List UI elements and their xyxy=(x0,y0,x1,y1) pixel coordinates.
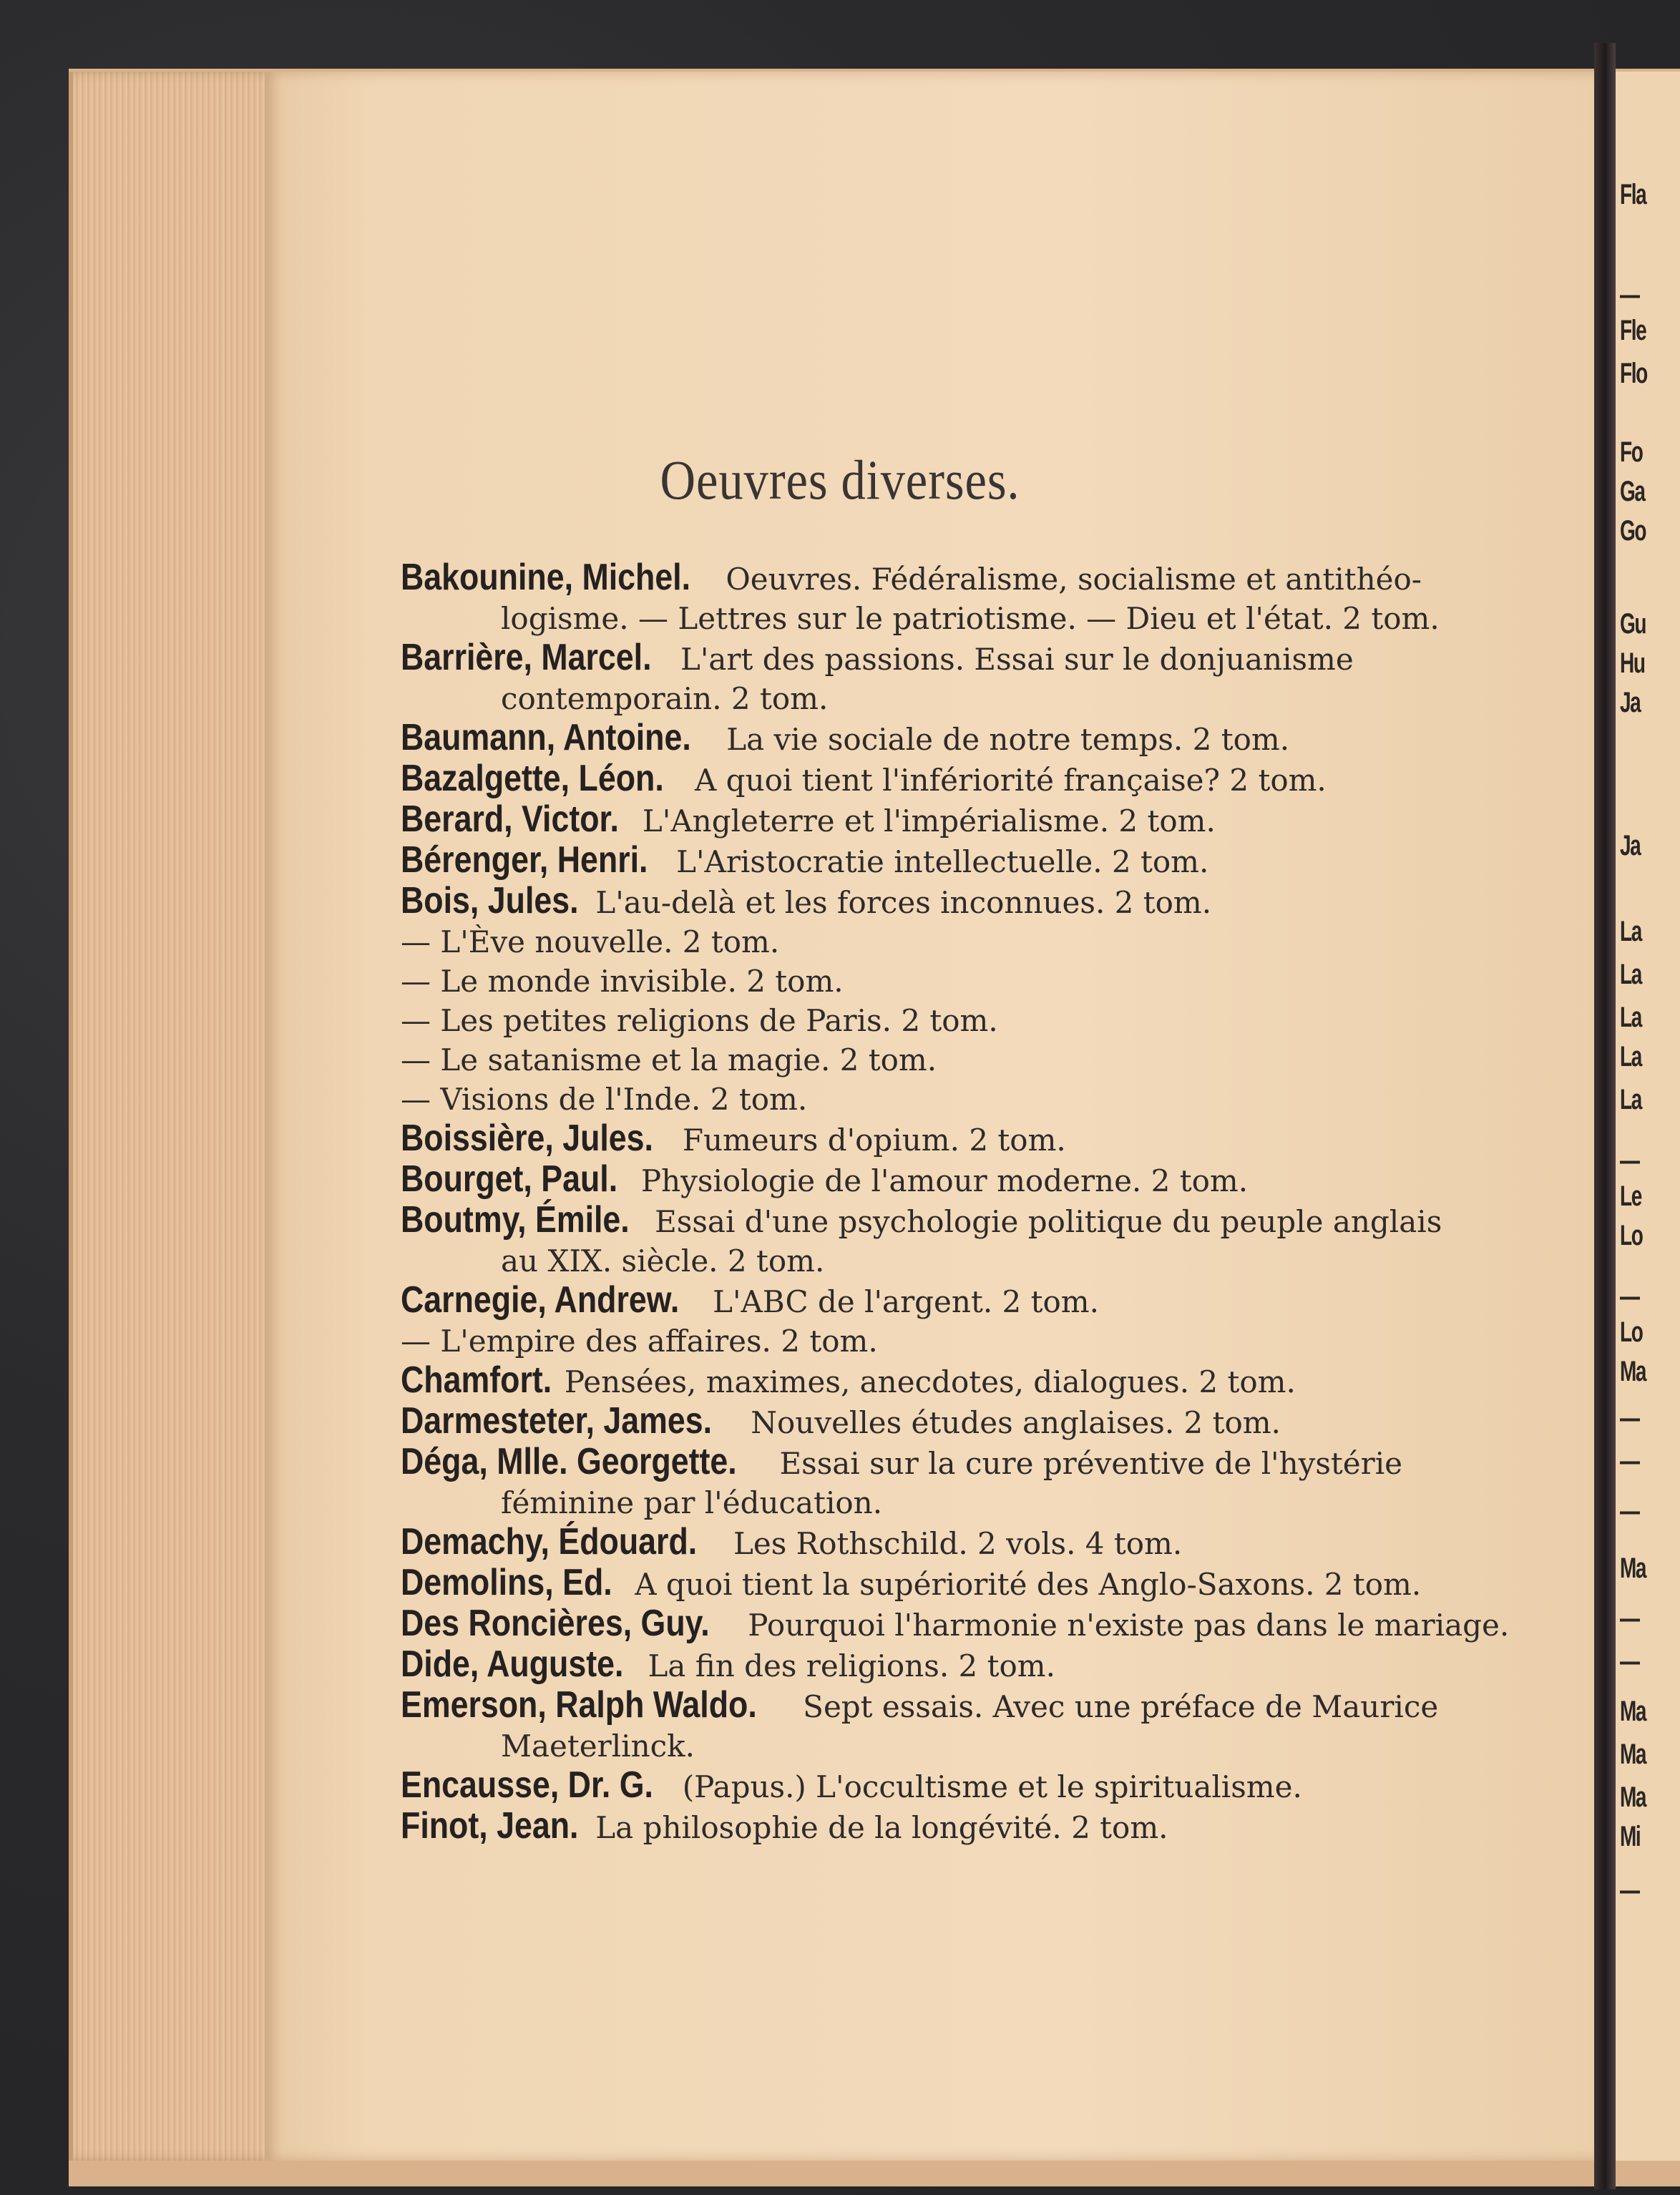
next-page-fragment: Mi xyxy=(1620,1821,1641,1852)
author-name: Dide, Auguste. xyxy=(401,1643,624,1685)
next-page-fragment: Ja xyxy=(1620,687,1641,718)
next-page-fragment: Lo xyxy=(1620,1316,1643,1348)
author-name: Boutmy, Émile. xyxy=(401,1199,630,1241)
author-name: Bakounine, Michel. xyxy=(401,557,691,598)
work-title: Nouvelles études anglaises. 2 tom. xyxy=(751,1405,1281,1440)
next-page-fragment: — xyxy=(1620,1402,1639,1434)
page-title: Oeuvres diverses. xyxy=(660,449,1020,511)
list-item xyxy=(401,558,1531,638)
list-item xyxy=(401,1563,1531,1604)
list-item xyxy=(401,841,1531,881)
author-name: Carnegie, Andrew. xyxy=(401,1279,680,1321)
work-title: L'ABC de l'argent. 2 tom. xyxy=(713,1284,1099,1319)
list-item xyxy=(401,1040,1531,1080)
list-item xyxy=(401,718,1531,759)
next-page-fragment: — xyxy=(1620,1646,1639,1677)
entry-continuation-title: — Les petites religions de Paris. 2 tom. xyxy=(401,1003,998,1038)
list-item xyxy=(401,1080,1531,1119)
list-item xyxy=(401,1807,1531,1847)
list-item xyxy=(401,1119,1531,1160)
next-page-fragment: La xyxy=(1620,1041,1641,1072)
work-title: Oeuvres. Fédéralisme, socialisme et antithéo- xyxy=(726,562,1422,597)
author-name: Bazalgette, Léon. xyxy=(401,758,664,799)
next-page-fragment: Lo xyxy=(1620,1220,1643,1251)
work-title: A quoi tient l'infériorité française? 2 tom. xyxy=(695,763,1327,798)
author-name: Bourget, Paul. xyxy=(401,1158,618,1200)
work-title: (Papus.) L'occultisme et le spiritualisme. xyxy=(682,1769,1302,1804)
author-name: Boissière, Jules. xyxy=(401,1118,653,1159)
work-title: Pensées, maximes, anecdotes, dialogues. 2 tom. xyxy=(564,1364,1296,1399)
next-page-fragment: Ga xyxy=(1620,476,1645,507)
work-title: L'art des passions. Essai sur le donjuanisme xyxy=(680,642,1354,677)
next-page-fragment: La xyxy=(1620,916,1641,947)
page-edges xyxy=(69,72,280,2161)
list-item xyxy=(401,1522,1531,1563)
author-name: Berard, Victor. xyxy=(401,798,619,840)
list-item xyxy=(401,1604,1531,1645)
work-title-continued: Maeterlinck. xyxy=(501,1729,695,1764)
next-page-fragment: Go xyxy=(1620,515,1646,547)
work-title: Sept essais. Avec une préface de Maurice xyxy=(803,1689,1439,1724)
next-page-fragment: — xyxy=(1620,1495,1639,1527)
next-page-fragment: — xyxy=(1620,1281,1639,1312)
next-page-fragment: — xyxy=(1620,1874,1639,1906)
author-name: Bérenger, Henri. xyxy=(401,839,648,881)
list-item xyxy=(401,1321,1531,1361)
work-title: Essai sur la cure préventive de l'hystérie xyxy=(779,1446,1402,1481)
next-page-fragment: Ma xyxy=(1620,1739,1646,1770)
work-title-continued: au XIX. siècle. 2 tom. xyxy=(501,1243,825,1279)
author-name: Darmesteter, James. xyxy=(401,1400,713,1442)
right-page-fragment xyxy=(1616,72,1680,2161)
author-name: Finot, Jean. xyxy=(401,1805,579,1847)
next-page-fragment: Ja xyxy=(1620,830,1641,861)
work-title: Essai d'une psychologie politique du peuple anglais xyxy=(655,1204,1442,1239)
next-page-fragment: — xyxy=(1620,1603,1639,1634)
work-title: L'Aristocratie intellectuelle. 2 tom. xyxy=(676,844,1209,879)
list-item xyxy=(401,881,1531,922)
work-title: La fin des religions. 2 tom. xyxy=(648,1648,1055,1683)
list-item xyxy=(401,759,1531,800)
next-page-fragment: Fle xyxy=(1620,315,1646,346)
next-page-fragment: Flo xyxy=(1620,358,1647,389)
list-item xyxy=(401,922,1531,962)
author-name: Demachy, Édouard. xyxy=(401,1521,698,1563)
entry-list xyxy=(401,558,1531,1847)
work-title-continued: logisme. — Lettres sur le patriotisme. — Dieu et l'état. 2 tom. xyxy=(501,601,1440,636)
list-item xyxy=(401,638,1531,718)
author-name: Barrière, Marcel. xyxy=(401,637,652,678)
work-title: L'Angleterre et l'impérialisme. 2 tom. xyxy=(642,803,1216,839)
author-name: Encausse, Dr. G. xyxy=(401,1764,653,1806)
next-page-fragment: — xyxy=(1620,1445,1639,1477)
author-name: Des Roncières, Guy. xyxy=(401,1603,710,1644)
work-title: La philosophie de la longévité. 2 tom. xyxy=(595,1810,1168,1845)
next-page-fragment: Fla xyxy=(1620,179,1646,210)
author-name: Déga, Mlle. Georgette. xyxy=(401,1441,737,1482)
work-title: L'au-delà et les forces inconnues. 2 tom. xyxy=(595,885,1212,920)
next-page-fragment: Fo xyxy=(1620,436,1643,468)
next-page-fragment: Ma xyxy=(1620,1356,1646,1387)
next-page-fragment: Ma xyxy=(1620,1696,1646,1727)
list-item xyxy=(401,1645,1531,1686)
work-title-continued: contemporain. 2 tom. xyxy=(501,681,829,716)
author-name: Baumann, Antoine. xyxy=(401,717,691,758)
list-item xyxy=(401,1442,1531,1522)
next-page-fragment: La xyxy=(1620,959,1641,990)
work-title: A quoi tient la supériorité des Anglo-Saxons. 2 tom. xyxy=(635,1567,1422,1602)
entry-continuation-title: — Le monde invisible. 2 tom. xyxy=(401,964,844,999)
list-item xyxy=(401,962,1531,1001)
next-page-fragment: — xyxy=(1620,279,1639,311)
next-page-fragment: Gu xyxy=(1620,608,1646,640)
work-title: La vie sociale de notre temps. 2 tom. xyxy=(726,722,1290,757)
next-page-fragment: La xyxy=(1620,1002,1641,1033)
next-page-fragment: Le xyxy=(1620,1180,1641,1212)
work-title: Les Rothschild. 2 vols. 4 tom. xyxy=(733,1526,1183,1561)
list-item xyxy=(401,1160,1531,1201)
entry-continuation-title: — Le satanisme et la magie. 2 tom. xyxy=(401,1042,937,1077)
book-gutter xyxy=(1594,43,1616,2189)
list-item xyxy=(401,1361,1531,1402)
author-name: Chamfort. xyxy=(401,1359,552,1401)
list-item xyxy=(401,1402,1531,1442)
work-title: Fumeurs d'opium. 2 tom. xyxy=(682,1123,1066,1158)
author-name: Emerson, Ralph Waldo. xyxy=(401,1684,757,1726)
list-item xyxy=(401,1281,1531,1321)
next-page-fragment: — xyxy=(1620,1145,1639,1176)
list-item xyxy=(401,1201,1531,1281)
list-item xyxy=(401,1686,1531,1766)
author-name: Demolins, Ed. xyxy=(401,1562,612,1603)
work-title: Physiologie de l'amour moderne. 2 tom. xyxy=(640,1163,1249,1198)
entry-continuation-title: — L'empire des affaires. 2 tom. xyxy=(401,1324,878,1359)
next-page-fragment: Hu xyxy=(1620,647,1645,679)
list-item xyxy=(401,1001,1531,1040)
next-page-fragment: Ma xyxy=(1620,1553,1646,1584)
list-item xyxy=(401,1766,1531,1807)
work-title: Pourquoi l'harmonie n'existe pas dans le mariage. xyxy=(748,1608,1510,1643)
next-page-fragment: Ma xyxy=(1620,1781,1646,1813)
work-title-continued: féminine par l'éducation. xyxy=(501,1485,883,1520)
list-item xyxy=(401,800,1531,841)
next-page-fragment: La xyxy=(1620,1084,1641,1115)
author-name: Bois, Jules. xyxy=(401,880,579,921)
entry-continuation-title: — Visions de l'Inde. 2 tom. xyxy=(401,1082,808,1117)
entry-continuation-title: — L'Ève nouvelle. 2 tom. xyxy=(401,924,780,959)
